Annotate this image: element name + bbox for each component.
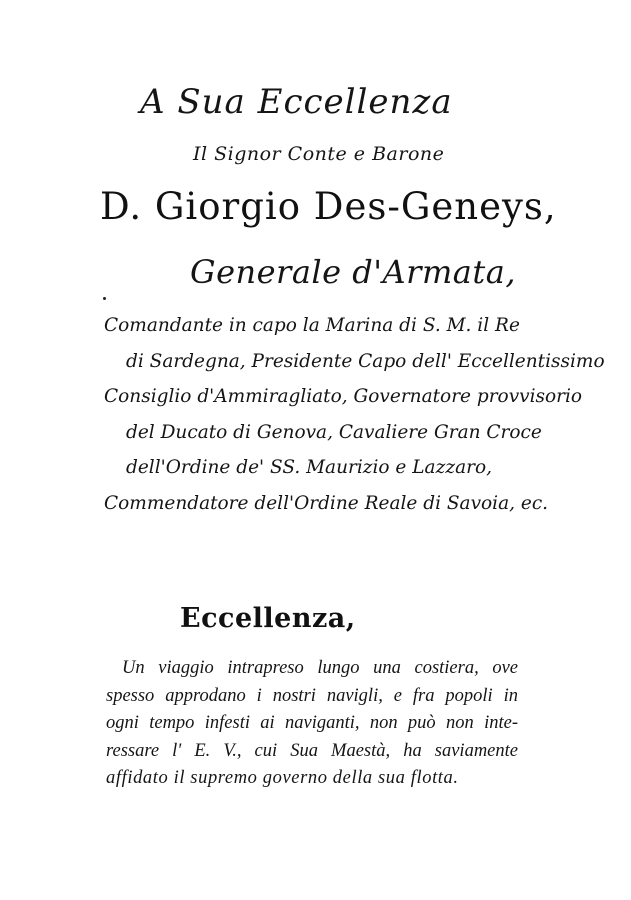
title-line: Commendatore dell'Ordine Reale di Savoia, ec. <box>104 492 549 514</box>
dedication-subheading: Il Signor Conte e Barone <box>193 143 445 165</box>
dedicatee-rank: Generale d'Armata, <box>190 253 516 291</box>
title-line: del Ducato di Genova, Cavaliere Gran Croce <box>126 421 542 443</box>
body-line: Un viaggio intrapreso lungo una costiera, ove <box>122 658 518 678</box>
title-line: Comandante in capo la Marina di S. M. il Re <box>104 315 520 336</box>
dedicatee-titles <box>104 308 605 521</box>
dedication-heading: A Sua Eccellenza <box>140 82 453 122</box>
dedicatee-name: D. Giorgio Des-Geneys, <box>100 185 557 228</box>
title-line: di Sardegna, Presidente Capo dell' Eccellentissimo <box>126 350 605 372</box>
title-line: dell'Ordine de' SS. Maurizio e Lazzaro, <box>126 457 492 478</box>
body-line: ressare l' E. V., cui Sua Maestà, ha saviamente <box>106 740 518 761</box>
title-line: Consiglio d'Ammiragliato, Governatore provvisorio <box>104 386 583 407</box>
salutation: Eccellenza, <box>180 603 356 634</box>
letter-body <box>106 655 518 793</box>
body-line: ogni tempo infesti ai naviganti, non può non inte- <box>106 713 518 733</box>
body-line: affidato il supremo governo della sua flotta. <box>106 768 459 788</box>
ink-dot <box>103 297 106 300</box>
body-line: spesso approdano i nostri navigli, e fra popoli in <box>106 685 518 706</box>
